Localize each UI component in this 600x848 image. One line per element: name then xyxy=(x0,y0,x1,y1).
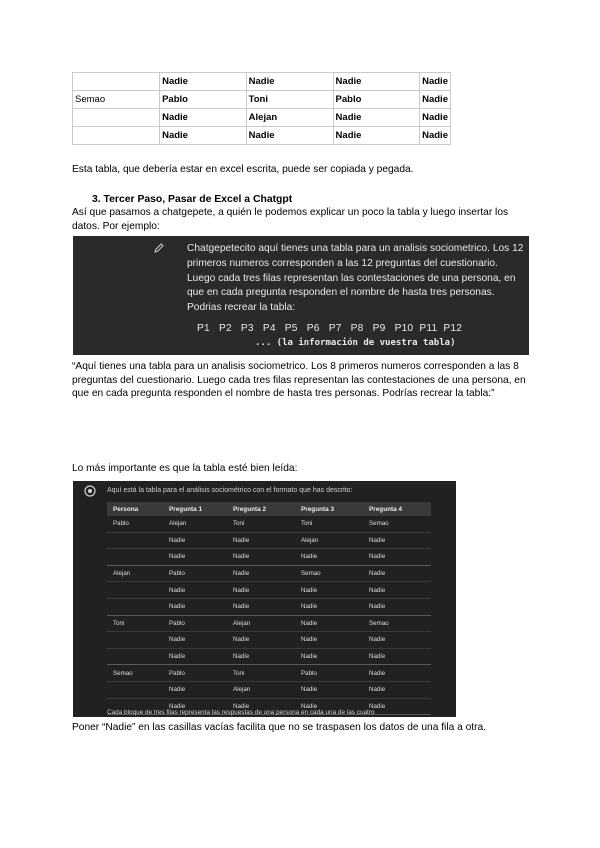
table-cell: Pablo xyxy=(169,619,185,627)
table-cell: Nadie xyxy=(233,570,250,578)
table-cell: Nadie xyxy=(160,109,247,127)
prompt-message: Chatgepetecito aquí tienes una tabla para un analisis sociometrico. Los 12 primeros numeros corresponden a las 12 preguntas del cuestionario. Luego cada tres filas representan las contestaciones de una persona, en que en cada pregunta responden el nombre de hasta tres personas. Podrias recrear la tabla: xyxy=(187,243,524,314)
table-cell: Pablo xyxy=(301,669,317,677)
table-cell: Toni xyxy=(246,91,333,109)
table-cell: Nadie xyxy=(369,653,386,661)
table-cell: Nadie xyxy=(301,686,318,694)
table-cell: Alejan xyxy=(246,109,333,127)
table-cell xyxy=(73,73,160,91)
table-row xyxy=(73,127,451,145)
table-cell: Nadie xyxy=(233,553,250,561)
table-cell: Nadie xyxy=(246,127,333,145)
table-cell: Nadie xyxy=(369,686,386,694)
table-cell: Nadie xyxy=(369,553,386,561)
table-cell: Alejan xyxy=(233,619,251,627)
response-table-header xyxy=(107,502,431,516)
table-cell: Nadie xyxy=(233,536,250,544)
table-cell: Semao xyxy=(113,669,133,677)
table-row xyxy=(107,632,431,649)
table-cell: Toni xyxy=(301,520,313,528)
prompt-info: ... (la información de vuestra tabla) xyxy=(255,338,456,348)
table-cell: Alejan xyxy=(113,570,131,578)
paragraph-nadie-tip: Poner “Nadie” en las casillas vacías facilita que no se traspasen los datos de una fila a otra. xyxy=(72,722,486,733)
table-cell: Pablo xyxy=(333,91,420,109)
table-row xyxy=(107,533,431,550)
user-prompt-screenshot xyxy=(73,236,529,355)
table-cell: Toni xyxy=(113,619,125,627)
table-cell: Nadie xyxy=(369,669,386,677)
table-cell: Nadie xyxy=(369,586,386,594)
column-header: Pregunta 1 xyxy=(169,505,203,513)
table-cell: Nadie xyxy=(420,91,451,109)
column-header: Pregunta 4 xyxy=(369,505,403,513)
table-cell: Alejan xyxy=(233,686,251,694)
response-table xyxy=(107,502,431,715)
table-row xyxy=(107,582,431,599)
column-header: Pregunta 2 xyxy=(233,505,267,513)
table-cell: Nadie xyxy=(420,73,451,91)
table-cell: Semao xyxy=(369,520,389,528)
table-cell: Nadie xyxy=(233,636,250,644)
table-cell: Nadie xyxy=(333,127,420,145)
table-cell xyxy=(73,109,160,127)
table-row xyxy=(73,73,451,91)
pencil-icon xyxy=(153,242,165,254)
table-row xyxy=(107,566,431,583)
table-cell: Nadie xyxy=(369,636,386,644)
table-row xyxy=(107,682,431,699)
table-cell: Nadie xyxy=(160,127,247,145)
table-cell: Semao xyxy=(301,570,321,578)
table-cell: Semao xyxy=(369,619,389,627)
paragraph-quoted-prompt: “Aquí tienes una tabla para un analisis sociometrico. Los 8 primeros numeros corresponden a las 8 preguntas del cuestionario. Luego cada tres filas representan las contestaciones de una persona, en que en cada pregunta responden el nombre de hasta tres personas. Podrías recrear la tabla:” xyxy=(72,361,526,400)
table-row xyxy=(107,665,431,682)
table-row xyxy=(107,649,431,666)
paragraph-copy-table: Esta tabla, que debería estar en excel escrita, puede ser copiada y pegada. xyxy=(72,164,414,175)
table-row xyxy=(107,516,431,533)
chatgpt-logo-icon xyxy=(84,485,96,497)
table-cell: Nadie xyxy=(369,702,386,710)
table-row xyxy=(73,91,451,109)
table-cell: Nadie xyxy=(233,603,250,611)
table-cell: Nadie xyxy=(369,570,386,578)
prompt-columns: P1 P2 P3 P4 P5 P6 P7 P8 P9 P10 P11 P12 xyxy=(197,323,463,334)
table-row xyxy=(107,616,431,633)
table-cell: Toni xyxy=(233,669,245,677)
table-cell: Pablo xyxy=(169,570,185,578)
table-cell: Nadie xyxy=(369,536,386,544)
chatgpt-response-screenshot xyxy=(73,481,456,717)
table-cell: Nadie xyxy=(369,603,386,611)
table-cell: Nadie xyxy=(233,702,250,710)
table-cell: Nadie xyxy=(301,553,318,561)
table-cell xyxy=(73,127,160,145)
table-cell: Nadie xyxy=(301,653,318,661)
table-cell: Nadie xyxy=(301,603,318,611)
column-header: Persona xyxy=(113,505,139,513)
table-cell: Nadie xyxy=(233,653,250,661)
table-cell: Nadie xyxy=(301,636,318,644)
paragraph-important: Lo más importante es que la tabla esté bien leída: xyxy=(72,463,298,474)
table-cell: Nadie xyxy=(233,586,250,594)
table-cell: Alejan xyxy=(301,536,319,544)
table-cell: Semao xyxy=(73,91,160,109)
table-cell: Nadie xyxy=(169,603,186,611)
table-cell: Nadie xyxy=(301,702,318,710)
table-cell: Nadie xyxy=(169,636,186,644)
table-cell: Nadie xyxy=(169,686,186,694)
table-cell: Nadie xyxy=(160,73,247,91)
paragraph-chatgpt-intro: Así que pasamos a chatgepete, a quién le podemos explicar un poco la tabla y luego insertar los datos. Por ejemplo: xyxy=(72,207,509,232)
step-heading: 3. Tercer Paso, Pasar de Excel a Chatgpt xyxy=(92,194,293,205)
table-cell: Nadie xyxy=(333,73,420,91)
table-row xyxy=(107,599,431,616)
response-intro: Aquí está la tabla para el análisis sociométrico con el formato que has descrito: xyxy=(107,487,353,494)
table-cell: Nadie xyxy=(420,109,451,127)
table-cell: Nadie xyxy=(246,73,333,91)
table-cell: Nadie xyxy=(420,127,451,145)
names-table xyxy=(72,72,451,145)
table-cell: Nadie xyxy=(169,702,186,710)
table-cell: Pablo xyxy=(113,520,129,528)
table-cell: Nadie xyxy=(169,553,186,561)
table-cell: Nadie xyxy=(301,619,318,627)
table-cell: Pablo xyxy=(160,91,247,109)
table-row xyxy=(73,109,451,127)
table-cell: Toni xyxy=(233,520,245,528)
table-cell: Nadie xyxy=(169,536,186,544)
table-cell: Nadie xyxy=(333,109,420,127)
response-footer: Cada bloque de tres filas representa las respuestas de una persona en cada una de las cuatro xyxy=(107,709,375,716)
table-cell: Pablo xyxy=(169,669,185,677)
column-header: Pregunta 3 xyxy=(301,505,335,513)
table-cell: Nadie xyxy=(169,586,186,594)
table-row xyxy=(107,549,431,566)
table-cell: Nadie xyxy=(169,653,186,661)
table-cell: Nadie xyxy=(301,586,318,594)
table-cell: Alejan xyxy=(169,520,187,528)
